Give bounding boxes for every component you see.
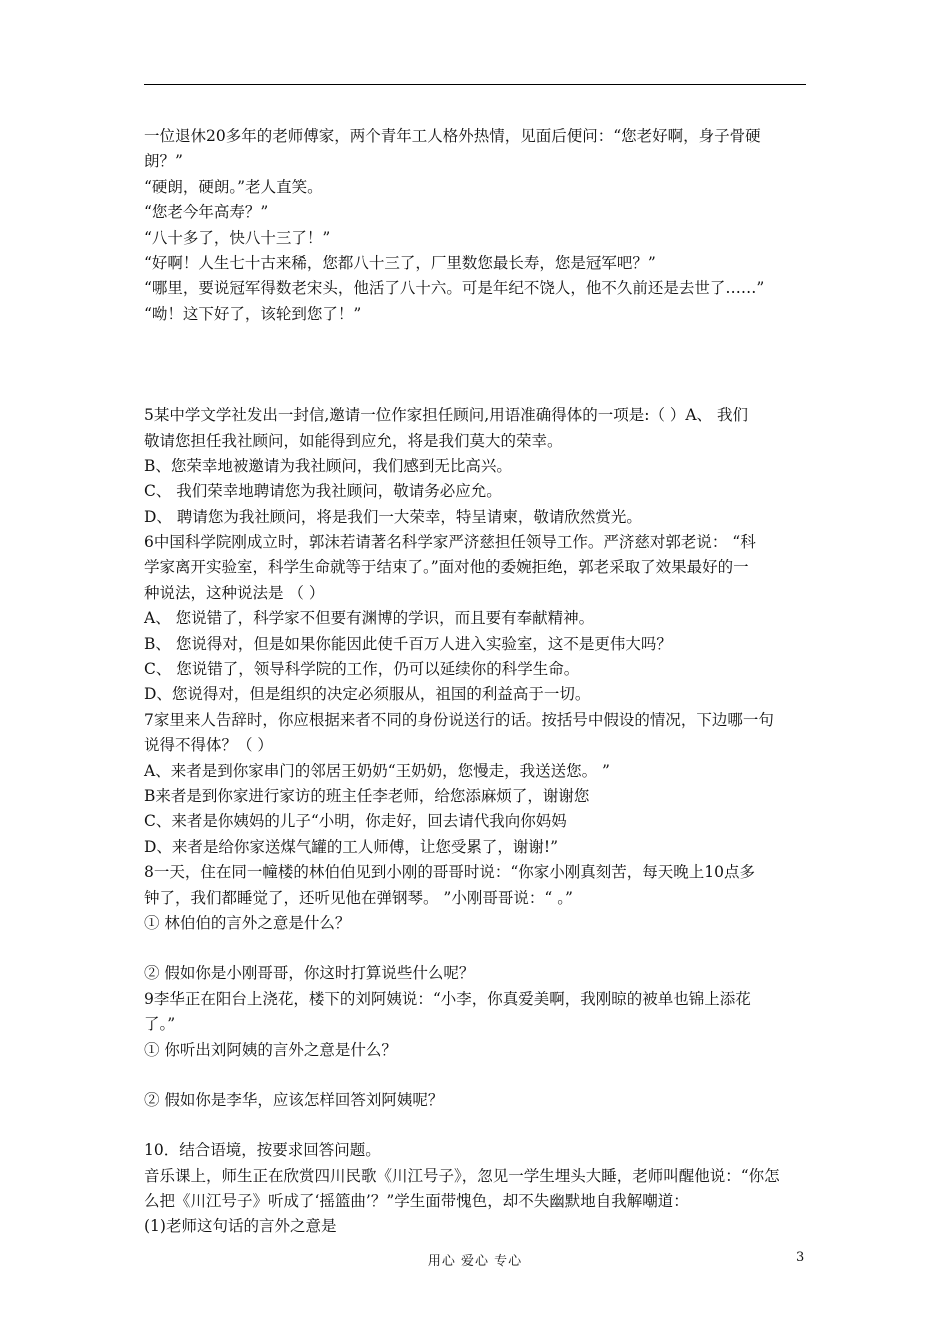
answer-space — [144, 936, 808, 961]
sub-question-2: ② 假如你是李华，应该怎样回答刘阿姨呢？ — [144, 1090, 444, 1109]
option-d: D、来者是给你家送煤气罐的工人师傅，让您受累了，谢谢!” — [144, 837, 559, 856]
option-d: D、您说得对，但是组织的决定必须服从，祖国的利益高于一切。 — [144, 685, 591, 704]
question-9 — [144, 987, 808, 1114]
dialogue-line: “好啊！人生七十古来稀，您都八十三了，厂里数您最长寿，您是冠军吧？” — [144, 253, 656, 272]
dialogue-line: 朗？” — [144, 152, 183, 171]
question-5 — [144, 403, 808, 530]
option-a: A、来者是到你家串门的邻居王奶奶“王奶奶，您慢走，我送送您。 ” — [144, 761, 610, 780]
option-b: B来者是到你家进行家访的班主任李老师，给您添麻烦了，谢谢您 — [144, 786, 590, 805]
sub-question-1: (1)老师这句话的言外之意是 — [144, 1217, 337, 1236]
option-b: B、 您说得对，但是如果你能因此使千百万人进入实验室，这不是更伟大吗？ — [144, 634, 672, 653]
sub-question-1: ① 你听出刘阿姨的言外之意是什么？ — [144, 1040, 397, 1059]
question-stem: 6中国科学院刚成立时，郭沫若请著名科学家严济慈担任领导工作。严济慈对郭老说： “科 — [144, 533, 756, 552]
page-footer: 用心 爱心 专心 — [427, 1254, 523, 1269]
question-6 — [144, 530, 808, 708]
header-rule — [144, 84, 806, 85]
dialogue-line: “呦！这下好了，该轮到您了！” — [144, 304, 362, 323]
spacer — [144, 327, 808, 403]
question-stem: 学家离开实验室，科学生命就等于结束了。”面对他的委婉拒绝，郭老采取了效果最好的一 — [144, 558, 749, 577]
spacer — [144, 1113, 808, 1138]
answer-space — [144, 1063, 808, 1088]
option-c: C、 您说错了，领导科学院的工作，仍可以延续你的科学生命。 — [144, 660, 580, 679]
question-stem: 种说法，这种说法是 （ ） — [144, 583, 325, 602]
dialogue-passage — [144, 124, 808, 327]
question-stem: 么把《川江号子》听成了‘摇篮曲’？”学生面带愧色，却不失幽默地自我解嘲道： — [144, 1192, 689, 1211]
question-stem: 钟了，我们都睡觉了，还听见他在弹钢琴。 ”小刚哥哥说：“ 。” — [144, 888, 573, 907]
question-stem: 5某中学文学社发出一封信,邀请一位作家担任顾问,用语准确得体的一项是:（ ）A、 我们 — [144, 406, 748, 425]
question-stem: 7家里来人告辞时，你应根据来者不同的身份说送行的话。按括号中假设的情况，下边哪一句 — [144, 710, 774, 729]
question-stem: 说得不得体？（ ） — [144, 736, 273, 755]
question-10 — [144, 1138, 808, 1240]
question-stem: 8一天，住在同一幢楼的林伯伯见到小刚的哥哥时说：“你家小刚真刻苦，每天晚上10点多 — [144, 863, 756, 882]
dialogue-line: “哪里，要说冠军得数老宋头，他活了八十六。可是年纪不饶人，他不久前还是去世了……” — [144, 279, 765, 298]
option-c: C、来者是你姨妈的儿子“小明，你走好，回去请代我向你妈妈 — [144, 812, 567, 831]
question-stem: 敬请您担任我社顾问，如能得到应允，将是我们莫大的荣幸。 — [144, 431, 563, 450]
sub-question-1: ① 林伯伯的言外之意是什么？ — [144, 913, 351, 932]
question-title: 10．结合语境，按要求回答问题。 — [144, 1141, 381, 1160]
option-a: A、 您说错了，科学家不但要有渊博的学识，而且要有奉献精神。 — [144, 609, 595, 628]
option-c: C、 我们荣幸地聘请您为我社顾问，敬请务必应允。 — [144, 482, 502, 501]
dialogue-line: 一位退休20多年的老师傅家，两个青年工人格外热情，见面后便问：“您老好啊，身子骨硬 — [144, 127, 761, 145]
option-b: B、您荣幸地被邀请为我社顾问，我们感到无比高兴。 — [144, 456, 512, 475]
sub-question-2: ② 假如你是小刚哥哥，你这时打算说些什么呢？ — [144, 964, 475, 983]
page-number: 3 — [796, 1250, 805, 1265]
question-stem: 音乐课上，师生正在欣赏四川民歌《川江号子》，忽见一学生埋头大睡，老师叫醒他说：“你怎 — [144, 1166, 780, 1185]
dialogue-line: “您老今年高寿？” — [144, 203, 269, 222]
document-body — [144, 124, 808, 1240]
dialogue-line: “八十多了，快八十三了！” — [144, 228, 331, 247]
question-8 — [144, 860, 808, 987]
dialogue-line: “硬朗，硬朗。”老人直笑。 — [144, 177, 323, 196]
question-stem: 9李华正在阳台上浇花，楼下的刘阿姨说：“小李，你真爱美啊，我刚晾的被单也锦上添花 — [144, 989, 751, 1008]
option-d: D、 聘请您为我社顾问，将是我们一大荣幸，特呈请柬，敬请欣然赏光。 — [144, 507, 642, 526]
question-7 — [144, 708, 808, 860]
question-stem: 了。” — [144, 1015, 176, 1034]
